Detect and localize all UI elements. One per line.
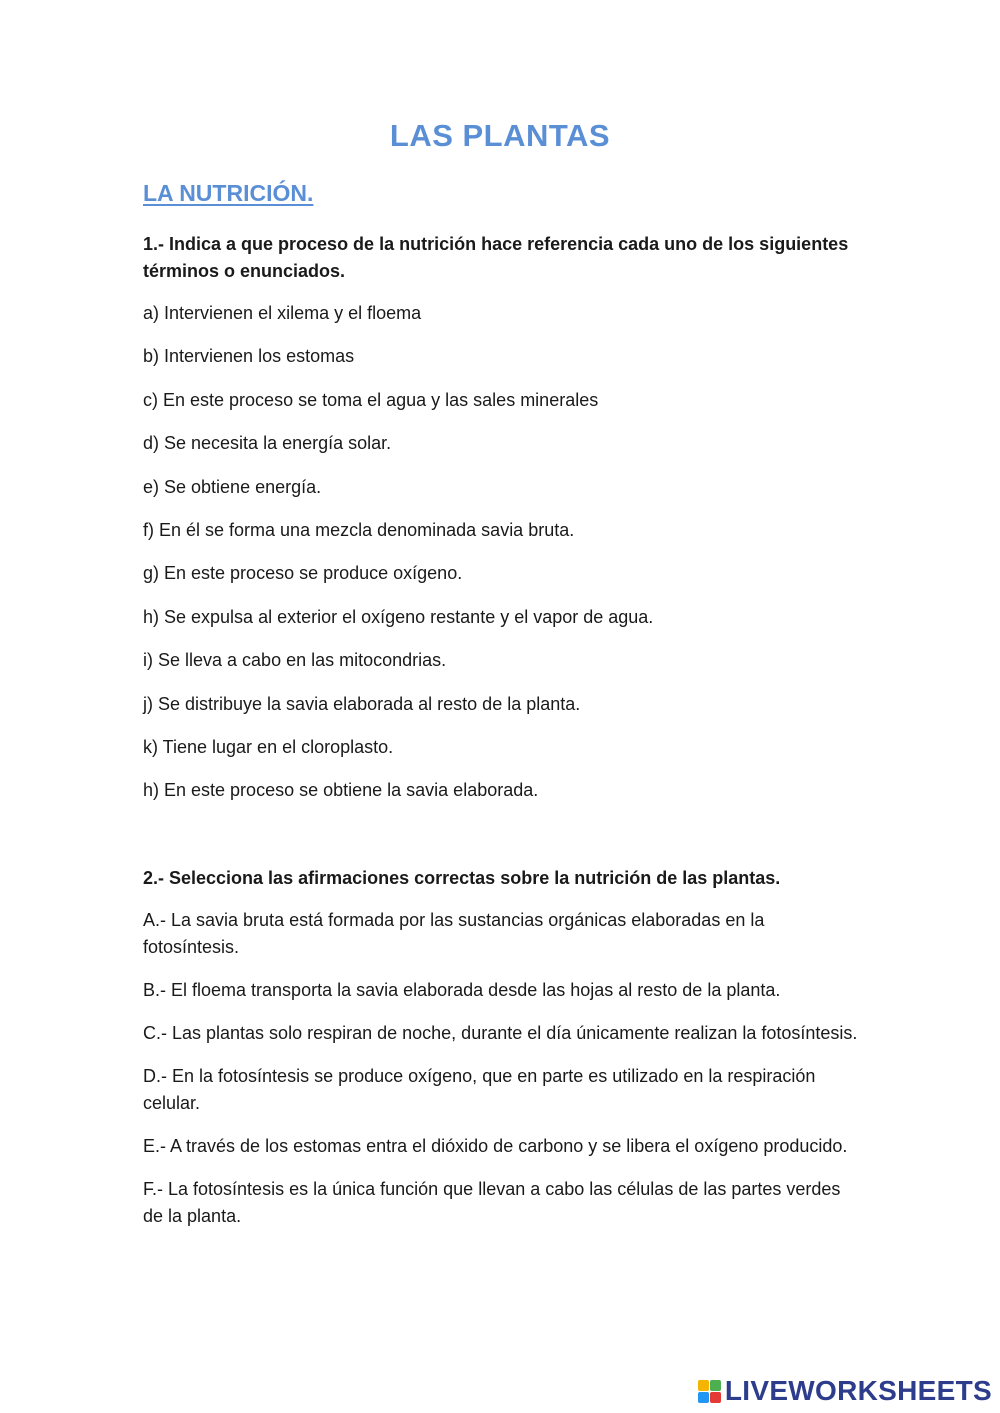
liveworksheets-logo [698, 1375, 992, 1407]
question-1-item-g: g) En este proceso se produce oxígeno. [143, 563, 463, 584]
question-1-item-h2: h) En este proceso se obtiene la savia elaborada. [143, 780, 539, 801]
question-1-item-j: j) Se distribuye la savia elaborada al resto de la planta. [143, 693, 581, 714]
question-1-item-k: k) Tiene lugar en el cloroplasto. [143, 736, 394, 757]
question-1-item-c: c) En este proceso se toma el agua y las sales minerales [143, 389, 599, 410]
question-1-list [143, 300, 863, 821]
question-2-item-a: A.- La savia bruta está formada por las sustancias orgánicas elaboradas en la fotosíntesis. [143, 910, 765, 957]
question-1-item-b: b) Intervienen los estomas [143, 346, 355, 367]
question-1-item-d: d) Se necesita la energía solar. [143, 433, 392, 454]
logo-square-3 [698, 1392, 709, 1403]
logo-square-2 [710, 1380, 721, 1391]
liveworksheets-logo-text: LIVEWORKSHEETS [724, 1375, 992, 1406]
question-2-item-c: C.- Las plantas solo respiran de noche, durante el día únicamente realizan la fotosíntesis. [143, 1023, 858, 1043]
question-2-heading: 2.- Selecciona las afirmaciones correctas sobre la nutrición de las plantas. [143, 868, 781, 888]
question-1-heading: 1.- Indica a que proceso de la nutrición hace referencia cada uno de los siguientes términos o enunciados. [143, 234, 849, 281]
page-title: LAS PLANTAS [389, 118, 611, 153]
section-title: LA NUTRICIÓN. [143, 180, 314, 206]
question-2-item-f: F.- La fotosíntesis es la única función que llevan a cabo las células de las partes verdes de la planta. [143, 1179, 841, 1226]
question-1-item-i: i) Se lleva a cabo en las mitocondrias. [143, 650, 447, 671]
question-1-item-e: e) Se obtiene energía. [143, 476, 322, 497]
logo-square-4 [710, 1392, 721, 1403]
question-1-item-h: h) Se expulsa al exterior el oxígeno restante y el vapor de agua. [143, 606, 654, 627]
question-2-list [143, 907, 863, 1246]
question-2-item-d: D.- En la fotosíntesis se produce oxígeno, que en parte es utilizado en la respiración celular. [143, 1066, 816, 1113]
question-2-item-b: B.- El floema transporta la savia elaborada desde las hojas al resto de la planta. [143, 980, 781, 1000]
question-1-item-a: a) Intervienen el xilema y el floema [143, 303, 422, 323]
liveworksheets-logo-icon [698, 1380, 721, 1403]
question-1-item-f: f) En él se forma una mezcla denominada savia bruta. [143, 519, 575, 540]
question-2-item-e: E.- A través de los estomas entra el dióxido de carbono y se libera el oxígeno producido. [143, 1136, 848, 1156]
logo-square-1 [698, 1380, 709, 1391]
